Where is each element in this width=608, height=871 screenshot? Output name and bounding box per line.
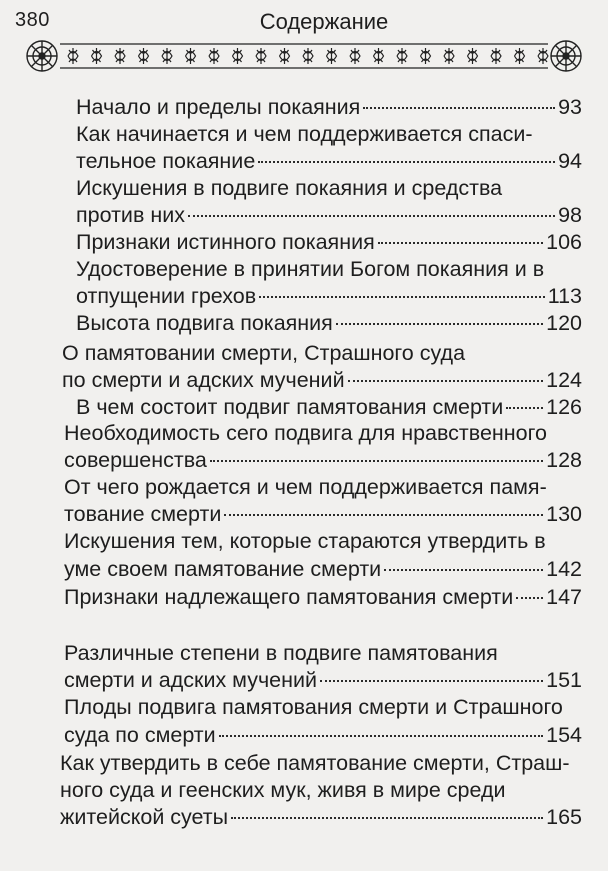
dot-leader bbox=[516, 597, 543, 599]
toc-entry-title: Признаки истинного покаяния bbox=[76, 230, 375, 254]
toc-entry-title: суда по смерти bbox=[64, 723, 216, 747]
toc-entry-line: Необходимость сего подвига для нравственного bbox=[64, 421, 547, 445]
dot-leader bbox=[378, 242, 543, 244]
toc-entry-title: тельное покаяние bbox=[76, 149, 256, 173]
toc-page-number: 128 bbox=[546, 448, 582, 472]
toc-entry-title: В чем состоит подвиг памятования смерти bbox=[76, 395, 504, 419]
toc-entry-line-last bbox=[64, 501, 582, 527]
toc-entry-title: житейской суеты bbox=[60, 805, 229, 829]
toc-entry-title: против них bbox=[76, 203, 185, 227]
toc-entry-line-last bbox=[60, 804, 582, 830]
toc-page-number: 94 bbox=[558, 149, 582, 173]
dot-leader bbox=[210, 460, 543, 462]
toc-entry-title: Признаки надлежащего памятования смерти bbox=[64, 585, 514, 609]
toc-entry-line-last bbox=[64, 447, 582, 473]
dot-leader bbox=[188, 215, 555, 217]
toc-entry-line: ного суда и геенских мук, живя в мире среди bbox=[60, 778, 506, 802]
toc-entry-title: отпущении грехов bbox=[76, 284, 257, 308]
page-number: 380 bbox=[15, 9, 50, 31]
dot-leader bbox=[348, 380, 544, 382]
toc-page-number: 120 bbox=[546, 311, 582, 335]
toc-page-number: 151 bbox=[546, 668, 582, 692]
toc-entry-title: Начало и пределы покаяния bbox=[76, 95, 361, 119]
toc-entry-line-last bbox=[76, 283, 582, 309]
toc-entry-line-last bbox=[76, 394, 582, 420]
dot-leader bbox=[224, 514, 543, 516]
toc-entry-line: Искушения тем, которые стараются утвердить в bbox=[64, 529, 546, 553]
running-title: Содержание bbox=[259, 9, 389, 34]
toc-entry-line-last bbox=[64, 584, 582, 610]
dot-leader bbox=[384, 569, 543, 571]
toc-page-number: 142 bbox=[546, 557, 582, 581]
toc-page-number: 154 bbox=[546, 723, 582, 747]
dot-leader bbox=[231, 817, 543, 819]
toc-entry-line-last bbox=[76, 310, 582, 336]
toc-entry-title: тование смерти bbox=[64, 502, 222, 526]
dot-leader bbox=[258, 161, 555, 163]
toc-entry-line-last bbox=[64, 556, 582, 582]
toc-entry-line: Как утвердить в себе памятование смерти, Страш- bbox=[60, 751, 570, 775]
dot-leader bbox=[259, 296, 545, 298]
toc-entry-line: Плоды подвига памятования смерти и Страшного bbox=[64, 695, 563, 719]
toc-entry-title: уме своем памятование смерти bbox=[64, 557, 382, 581]
toc-page-number: 165 bbox=[546, 805, 582, 829]
dot-leader bbox=[219, 735, 543, 737]
toc-page-number: 130 bbox=[546, 502, 582, 526]
toc-entry-title: по смерти и адских мучений bbox=[62, 368, 345, 392]
toc-entry-title: смерти и адских мучений bbox=[64, 668, 318, 692]
toc-entry-line-last bbox=[62, 367, 582, 393]
toc-page-number: 113 bbox=[547, 284, 582, 308]
toc-entry-line-last bbox=[64, 722, 582, 748]
toc-entry-line: О памятовании смерти, Страшного суда bbox=[62, 341, 466, 365]
toc-page-number: 98 bbox=[558, 203, 582, 227]
toc-entry-line: Удостоверение в принятии Богом покаяния и в bbox=[76, 257, 545, 281]
dot-leader bbox=[336, 323, 543, 325]
dot-leader bbox=[320, 680, 543, 682]
toc-entry-line: Как начинается и чем поддерживается спаси- bbox=[76, 122, 533, 146]
toc-entry-line-last bbox=[76, 202, 582, 228]
toc-page-number: 126 bbox=[546, 395, 582, 419]
toc-entry-title: Высота подвига покаяния bbox=[76, 311, 333, 335]
toc-entry-line-last bbox=[76, 94, 582, 120]
toc-page-number: 106 bbox=[546, 230, 582, 254]
toc-page-number: 93 bbox=[558, 95, 582, 119]
toc-entry-line-last bbox=[76, 148, 582, 174]
dot-leader bbox=[363, 107, 555, 109]
toc-entry-line: Различные степени в подвиге памятования bbox=[64, 641, 498, 665]
toc-page-number: 124 bbox=[546, 368, 582, 392]
toc-entry-line-last bbox=[76, 229, 582, 255]
toc-entry-line: Искушения в подвиге покаяния и средства bbox=[76, 176, 503, 200]
toc-entry-title: совершенства bbox=[64, 448, 207, 472]
toc-entry-line: От чего рождается и чем поддерживается памя- bbox=[64, 475, 547, 499]
toc-entry-line-last bbox=[64, 667, 582, 693]
dot-leader bbox=[506, 407, 543, 409]
toc-page-number: 147 bbox=[546, 585, 582, 609]
